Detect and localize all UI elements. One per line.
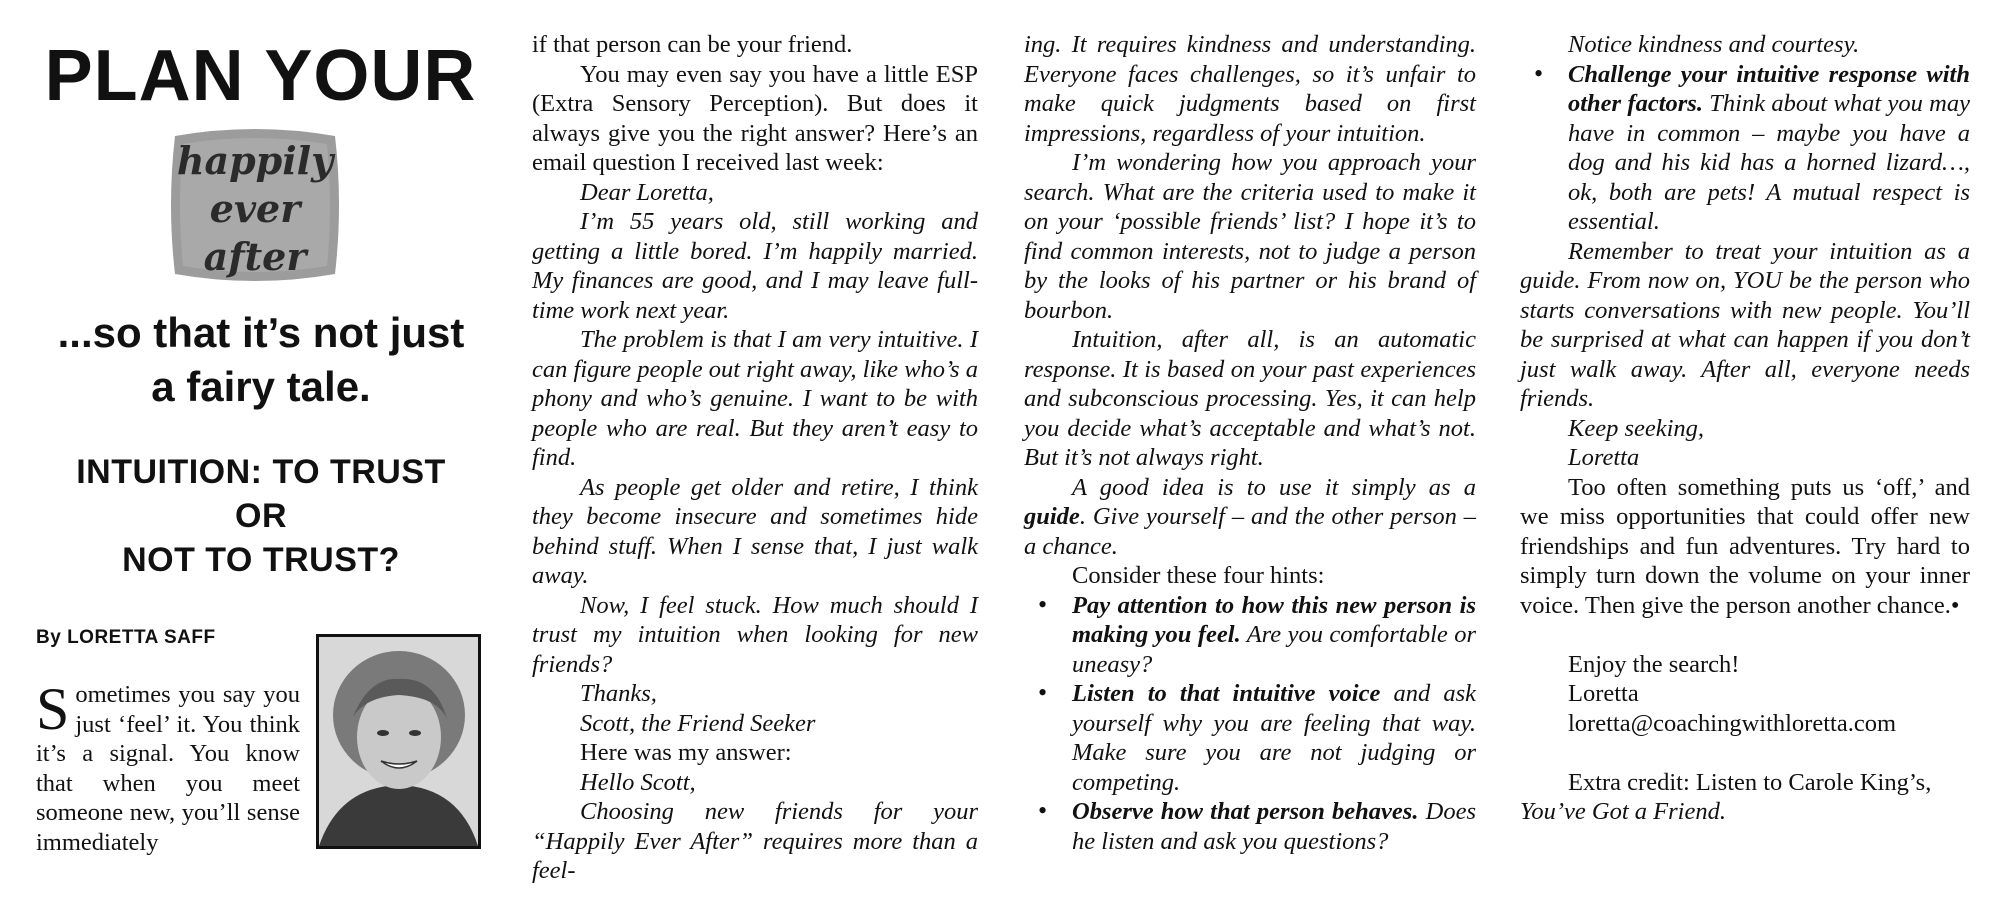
reply-paragraph: I’m wondering how you approach your search. What are the criteria used to make it on your ‘possible friends’ list? I hope it’s to find common interests, not to judge a person by the looks of his partner or his brand of bourbon. [1024,149,1476,324]
paragraph: You may even say you have a little ESP (Extra Sensory Perception). But does it always give you the right answer? Here’s an email question I received last week: [532,60,978,176]
reply-paragraph: Intuition, after all, is an automatic response. It is based on your past experiences and subconscious processing. Yes, it can help you decide what’s acceptable and what’s not. But it’s not always right. [1024,326,1476,471]
bullet-dot: • [1038,796,1048,825]
paragraph: Here was my answer: [580,739,792,766]
article-headline [30,450,492,582]
hint-bullet [1024,797,1476,856]
reply-paragraph: Choosing new friends for your “Happily Ever After” requires more than a feel- [532,798,978,884]
letter-salutation: Dear Loretta, [580,178,714,206]
letter-paragraph: I’m 55 years old, still working and getting a little bored. I’m happily married. My finances are good, and I may leave full-time work next year. [532,208,978,324]
reply-signature: Loretta [1568,444,1640,471]
column-2 [532,30,978,886]
intro-paragraph [36,676,300,857]
text-run: . Give yourself – and the other person – a chance. [1024,503,1476,560]
article-title: PLAN YOUR [44,36,477,116]
drop-cap: S [36,676,70,742]
pillow-text-line: ever [209,186,301,231]
headline-line: INTUITION: TO TRUST [76,453,446,491]
spacer [1520,738,1970,768]
column-4 [1520,30,1970,827]
hint-bullet [1024,679,1476,797]
subtitle-line: ...so that it’s not just [57,309,465,356]
hint-continuation: Notice kindness and courtesy. [1568,31,1860,58]
text-run: Listen to that intuitive voice [1072,680,1381,707]
paragraph: Too often something puts us ‘off,’ and we miss opportunities that could offer new friendships and fun adventures. Try hard to simply turn down the volume on your inner voice. Then give the person another chance.• [1520,473,1970,619]
headline-line: NOT TO TRUST? [122,541,400,579]
intro-text: ometimes you say you just ‘feel’ it. You think it’s a signal. You know that when you meet someone new, you’ll sense immediately [36,681,300,856]
byline: By LORETTA SAFF [36,627,216,648]
reply-paragraph: ing. It requires kindness and understanding. Everyone faces challenges, so it’s unfair to make quick judgments based on first impressions, regardless of your intuition. [1024,31,1476,147]
text-run: A good idea is to use it simply as a [1072,473,1476,501]
letter-paragraph: Now, I feel stuck. How much should I trust my intuition when looking for new friends? [532,591,978,678]
text-run: Are you comfortable or uneasy? [1072,621,1476,678]
hint-bullet [1024,591,1476,680]
bullet-dot: • [1038,678,1048,707]
pillow-text-line: after [203,234,307,279]
letter-signoff: Thanks, [580,680,657,707]
reply-paragraph [1024,473,1476,562]
headline-line: OR [235,497,287,535]
article-subtitle [30,306,492,414]
text-run: Challenge your intuitive response with other factors. [1568,60,1970,117]
text-run: guide [1024,503,1080,530]
letter-signature: Scott, the Friend Seeker [580,709,816,737]
pillow-image [165,122,345,288]
text-run: Think about what you may have in common – maybe you have a dog and his kid has a horned lizard…, ok, both are pets! A mutual respect is essential. [1568,90,1970,235]
closing-line: Enjoy the search! [1568,650,1740,678]
bullet-dot: • [1534,58,1544,88]
reply-signoff: Keep seeking, [1568,414,1705,442]
bullet-dot: • [1038,589,1048,619]
closing-name: Loretta [1568,680,1639,707]
paragraph: Consider these four hints: [1072,562,1325,589]
author-photo [316,634,481,849]
letter-paragraph: The problem is that I am very intuitive. I can figure people out right away, like who’s a phony and who’s genuine. I want to be with people who are real. But they aren’t easy to find. [532,326,978,471]
hint-bullet [1520,60,1970,237]
song-title: You’ve Got a Friend. [1520,798,1726,825]
paragraph: if that person can be your friend. [532,31,853,58]
text-run: Does he listen and ask you questions? [1072,798,1476,855]
extra-credit: Extra credit: Listen to Carole King’s, [1568,768,1932,796]
subtitle-line: a fairy tale. [151,363,371,410]
column-3 [1024,30,1476,856]
letter-paragraph: As people get older and retire, I think they become insecure and sometimes hide behind stuff. When I sense that, I just walk away. [532,473,978,589]
pillow-text-line: happily [176,138,334,183]
reply-paragraph: Remember to treat your intuition as a guide. From now on, YOU be the person who starts conversations with new people. You’ll be surprised at what can happen if you don’t just walk away. After all, everyone needs friends. [1520,237,1970,412]
text-run: Observe how that person behaves. [1072,798,1419,825]
spacer [1520,620,1970,650]
text-run: and ask yourself why you are feeling that way. Make sure you are not judging or competing. [1072,680,1476,796]
text-run: Pay attention to how this new person is making you feel. [1072,591,1476,648]
author-email: loretta@coachingwithloretta.com [1568,709,1897,737]
reply-salutation: Hello Scott, [580,768,696,796]
